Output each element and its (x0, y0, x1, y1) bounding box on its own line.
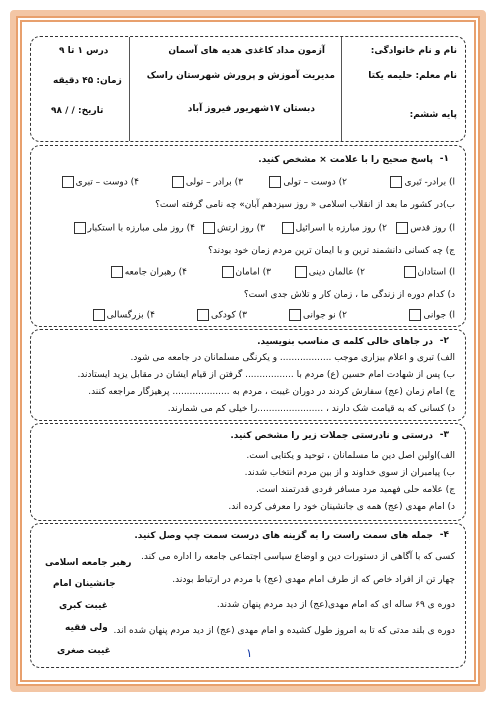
answer-checkbox[interactable] (222, 266, 234, 278)
statement: د) امام مهدی (عج) همه ی جانشینان خود را معرفی کرده اند. (228, 502, 455, 512)
section-title: درستی و نادرستی جملات زیر را مشخص کنید. (230, 431, 433, 441)
answer-checkbox[interactable] (111, 266, 123, 278)
blank-line: د) کسانی که به قیامت شک دارند ، .......................را خیلی کم می شمارند. (167, 404, 455, 414)
section-fill-blanks (30, 329, 466, 421)
answer-checkbox[interactable] (93, 309, 105, 321)
statement: ب) پیامبران از سوی خداوند و از بین مردم انتخاب شدند. (244, 468, 455, 478)
matching-statement: دوره ی ۶۹ ساله ای که امام مهدی(عج) از دید مردم پنهان شدند. (216, 600, 455, 610)
blank-line: ب) پس از شهادت امام حسین (ع) مردم با ................. گرفتن از قیام ایشان در مقابل یزید ایستادند. (77, 370, 455, 380)
answer-checkbox[interactable] (390, 176, 402, 188)
matching-statement: کسی که با آگاهی از دستورات دین و اوضاع سیاسی اجتماعی جامعه را اداره می کند. (140, 552, 455, 562)
matching-statement: دوره ی بلند مدتی که تا به امروز طول کشیده و امام مهدی (عج) از دید مردم پنهان شده اند. (113, 626, 455, 636)
grade-label: پایه ششم: (409, 110, 457, 120)
section-title: پاسخ صحیح را با علامت × مشخص کنید. (258, 155, 433, 165)
statement: ج) علامه حلی فهمید مرد مسافر فردی قدرتمند است. (256, 485, 455, 495)
option: ۳) برادر – تولی (170, 176, 243, 189)
matching-option[interactable]: غیبت کبری (59, 601, 108, 611)
option: ۴) دوست – تبری (60, 176, 139, 189)
question-text: ب)در کشور ما بعد از انقلاب اسلامی « روز سیزدهم آبان» چه نامی گرفته است؟ (155, 200, 455, 210)
matching-option[interactable]: جانشینان امام (53, 579, 116, 589)
answer-checkbox[interactable] (197, 309, 209, 321)
answer-checkbox[interactable] (282, 222, 294, 234)
answer-checkbox[interactable] (289, 309, 301, 321)
option: ۳) امامان (220, 266, 271, 279)
option: ۲) نو جوانی (287, 309, 347, 322)
answer-checkbox[interactable] (62, 176, 74, 188)
teacher-name-label: نام معلم: حلیمه یکتا (368, 71, 457, 81)
blank-line: ج) امام زمان (عج) سفارش کردند در دوران غیبت ، مردم به .................... پرهیزگار مراجعه کنند. (88, 387, 455, 397)
answer-checkbox[interactable] (74, 222, 86, 234)
answer-checkbox[interactable] (203, 222, 215, 234)
answer-checkbox[interactable] (409, 309, 421, 321)
student-name-label: نام و نام خانوادگی: (370, 46, 457, 56)
answer-checkbox[interactable] (295, 266, 307, 278)
section-multiple-choice (30, 145, 466, 327)
option: ۴) رهبران جامعه (109, 266, 187, 279)
school-name: دبستان ۱۷شهریور فیروز آباد (187, 104, 315, 114)
section-number: ۲- (439, 336, 449, 346)
option: ا) برادر- تَبری (388, 176, 455, 189)
divider (341, 37, 342, 141)
option: ۴) بزرگسالی (91, 309, 155, 322)
exam-title: آزمون مداد کاغذی هدیه های آسمان (168, 46, 325, 56)
answer-checkbox[interactable] (404, 266, 416, 278)
option: ۲) عالمان دینی (293, 266, 365, 279)
matching-statement: چهار تن از افراد خاص که از طرف امام مهدی (عج) با مردم در ارتباط بودند. (172, 575, 455, 585)
section-true-false (30, 423, 466, 521)
answer-checkbox[interactable] (172, 176, 184, 188)
option: ۴) روز ملی مبارزه با استکبار (72, 222, 195, 235)
blank-line: الف) تبری و اعلام بیزاری موجب .................. و یکرنگی مسلمانان در جامعه می شود. (130, 353, 455, 363)
option: ا) استادان (402, 266, 456, 279)
option: ا) روز قدس (394, 222, 455, 235)
option: ۳) کودکی (195, 309, 247, 322)
option: ۲) دوست – تولی (267, 176, 347, 189)
option: ا) جوانی (407, 309, 455, 322)
header-panel (30, 36, 466, 142)
answer-checkbox[interactable] (396, 222, 408, 234)
lessons-range: درس ۱ تا ۹ (59, 46, 109, 56)
question-text: د) کدام دوره از زندگی ما ، زمان کار و تلاش جدی است؟ (243, 290, 455, 300)
section-number: ۳- (439, 430, 449, 440)
answer-checkbox[interactable] (269, 176, 281, 188)
page-number: ۱ (246, 646, 253, 660)
exam-date: تاریخ: / / ۹۸ (51, 106, 104, 116)
exam-time: زمان: ۴۵ دقیقه (53, 76, 122, 86)
divider (129, 37, 130, 141)
question-text: ج) چه کسانی دانشمند ترین و با ایمان ترین مردم زمان خود بودند؟ (208, 246, 455, 256)
statement: الف)اولین اصل دین ما مسلمانان ، توحید و یکتایی است. (246, 451, 455, 461)
matching-option[interactable]: غیبت صغری (57, 646, 111, 656)
matching-option[interactable]: ولی فقیه (65, 623, 108, 633)
matching-option[interactable]: رهبر جامعه اسلامی (45, 558, 132, 568)
section-number: ۴- (439, 530, 449, 540)
office-title: مدیریت آموزش و پرورش شهرستان راسک (146, 71, 335, 81)
option: ۲) روز مبارزه با اسرائیل (280, 222, 387, 235)
section-title: در جاهای خالی کلمه ی مناسب بنویسید. (257, 337, 433, 347)
section-title: جمله های سمت راست را به گزینه های درست سمت چپ وصل کنید. (134, 531, 433, 541)
section-number: ۱- (439, 154, 449, 164)
option: ۳) روز ارتش (201, 222, 265, 235)
